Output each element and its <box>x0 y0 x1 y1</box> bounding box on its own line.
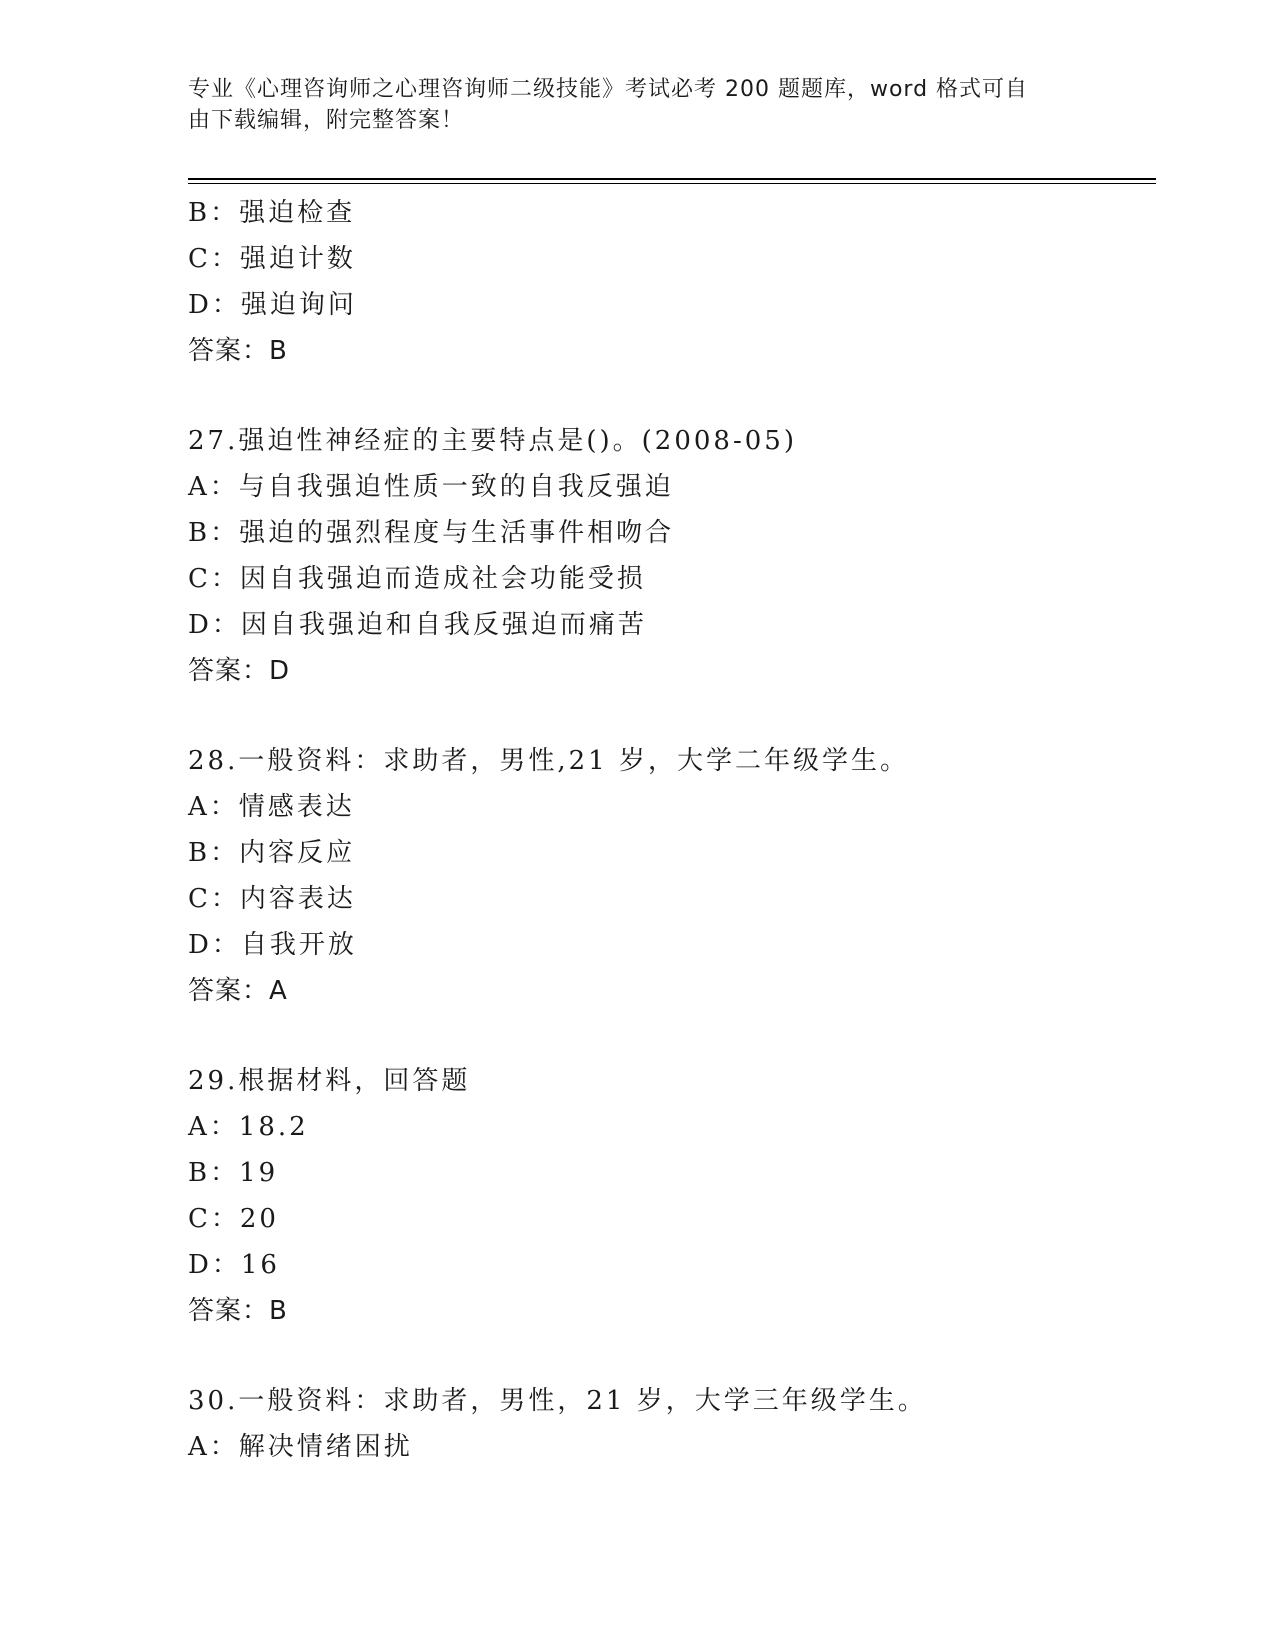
option-c: C：强迫计数 <box>188 244 356 274</box>
option-d: D：强迫询问 <box>188 290 357 320</box>
question-text: 29.根据材料，回答题 <box>188 1066 471 1096</box>
document-header <box>188 74 1068 136</box>
option-a: A：18.2 <box>188 1112 309 1142</box>
header-line-1: 专业《心理咨询师之心理咨询师二级技能》考试必考 200 题题库，word 格式可自 <box>188 77 1029 102</box>
header-rule-thin <box>188 183 1156 184</box>
question-text: 30.一般资料：求助者，男性，21 岁，大学三年级学生。 <box>188 1386 927 1416</box>
question-text: 27.强迫性神经症的主要特点是()。(2008-05) <box>188 426 797 456</box>
question-26-block <box>188 190 1156 374</box>
option-a: A：情感表达 <box>188 792 355 822</box>
spacer <box>188 1334 1156 1378</box>
spacer <box>188 694 1156 738</box>
question-text: 28.一般资料：求助者，男性,21 岁，大学二年级学生。 <box>188 746 909 776</box>
option-b: B：内容反应 <box>188 838 356 868</box>
question-28-block <box>188 738 1156 1014</box>
option-c: C：因自我强迫而造成社会功能受损 <box>188 564 646 594</box>
header-rule-thick <box>188 178 1156 180</box>
header-line-2: 由下载编辑，附完整答案！ <box>188 108 465 133</box>
option-d: D：16 <box>188 1250 280 1280</box>
option-b: B：强迫的强烈程度与生活事件相吻合 <box>188 518 675 548</box>
option-b: B：19 <box>188 1158 279 1188</box>
answer-line: 答案：D <box>188 656 291 686</box>
option-c: C：内容表达 <box>188 884 356 914</box>
option-b: B：强迫检查 <box>188 198 356 228</box>
option-a: A：解决情绪困扰 <box>188 1432 413 1462</box>
option-c: C：20 <box>188 1204 279 1234</box>
option-d: D：自我开放 <box>188 930 357 960</box>
spacer <box>188 374 1156 418</box>
questions-content <box>188 190 1156 1470</box>
question-29-block <box>188 1058 1156 1334</box>
option-a: A：与自我强迫性质一致的自我反强迫 <box>188 472 674 502</box>
spacer <box>188 1014 1156 1058</box>
question-27-block <box>188 418 1156 694</box>
option-d: D：因自我强迫和自我反强迫而痛苦 <box>188 610 647 640</box>
question-30-block <box>188 1378 1156 1470</box>
answer-line: 答案：B <box>188 336 288 366</box>
answer-line: 答案：A <box>188 976 288 1006</box>
answer-line: 答案：B <box>188 1296 288 1326</box>
